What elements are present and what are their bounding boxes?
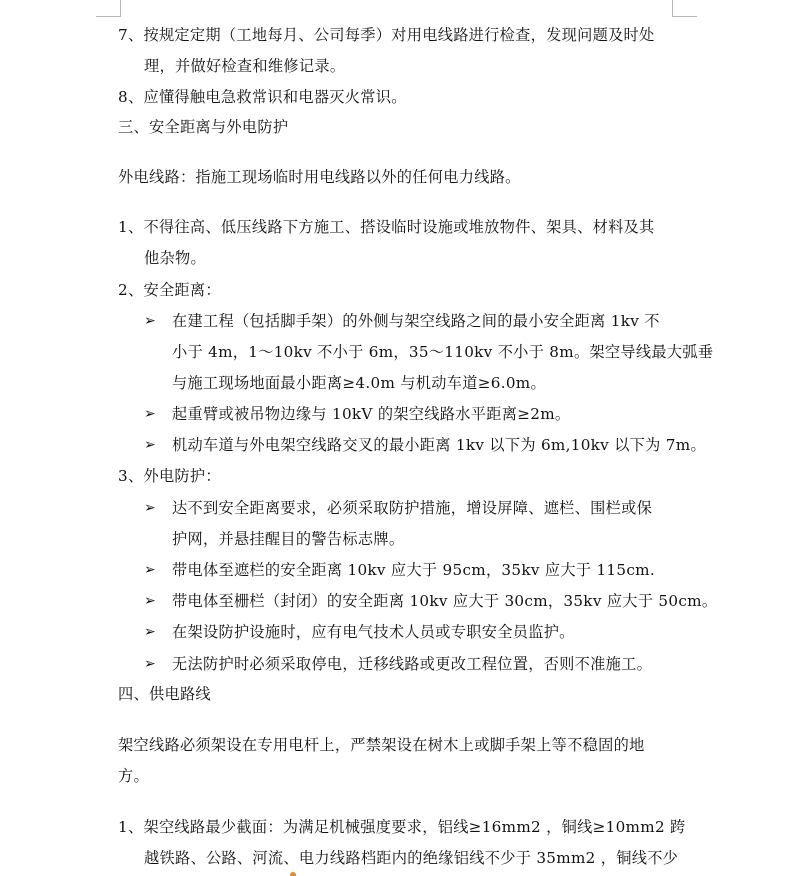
paragraph-line: 架空线路必须架设在专用电杆上，严禁架设在树木上或脚手架上等不稳固的地 (118, 736, 645, 754)
bullet-line: 在建工程（包括脚手架）的外侧与架空线路之间的最小安全距离 1kv 不 (172, 312, 660, 330)
bullet-line: 在架设防护设施时，应有电气技术人员或专职安全员监护。 (172, 623, 575, 641)
paragraph-line: 越铁路、公路、河流、电力线路档距内的绝缘铝线不少于 35mm2 ，铜线不少 (144, 849, 679, 867)
crop-mark-top-left (96, 0, 121, 17)
section-heading: 四、供电路线 (118, 685, 211, 703)
bullet-arrow-icon: ➢ (144, 562, 156, 578)
bullet-line: 带电体至栅栏（封闭）的安全距离 10kv 应大于 30cm，35kv 应大于 50cm。 (172, 592, 718, 610)
bullet-arrow-icon: ➢ (144, 624, 156, 640)
bullet-line: 小于 4m，1～10kv 不小于 6m，35～110kv 不小于 8m。架空导线最大弧垂 (172, 343, 714, 361)
cursor-marker (290, 872, 296, 876)
paragraph-line: 1、不得往高、低压线路下方施工、搭设临时设施或堆放物件、架具、材料及其 (118, 218, 655, 236)
bullet-line: 起重臂或被吊物边缘与 10kV 的架空线路水平距离≥2m。 (172, 405, 571, 423)
bullet-arrow-icon: ➢ (144, 313, 156, 329)
bullet-arrow-icon: ➢ (144, 437, 156, 453)
bullet-line: 护网，并悬挂醒目的警告标志牌。 (172, 530, 405, 548)
crop-mark-top-right (672, 0, 697, 17)
paragraph-line: 7、按规定定期（工地每月、公司每季）对用电线路进行检查，发现问题及时处 (118, 26, 655, 44)
bullet-line: 与施工现场地面最小距离≥4.0m 与机动车道≥6.0m。 (172, 374, 546, 392)
paragraph-line: 1、架空线路最少截面：为满足机械强度要求，铝线≥16mm2 ，铜线≥10mm2 跨 (118, 818, 686, 836)
paragraph-line: 方。 (118, 767, 149, 785)
paragraph-line: 8、应懂得触电急救常识和电器灭火常识。 (118, 88, 407, 106)
paragraph-line: 2、安全距离： (118, 281, 221, 299)
bullet-arrow-icon: ➢ (144, 406, 156, 422)
paragraph-line: 外电线路：指施工现场临时用电线路以外的任何电力线路。 (118, 168, 521, 186)
paragraph-line: 理，并做好检查和维修记录。 (144, 57, 346, 75)
bullet-line: 带电体至遮栏的安全距离 10kv 应大于 95cm，35kv 应大于 115cm. (172, 561, 655, 579)
section-heading: 三、安全距离与外电防护 (118, 118, 289, 136)
bullet-arrow-icon: ➢ (144, 500, 156, 516)
bullet-line: 达不到安全距离要求，必须采取防护措施，增设屏障、遮栏、围栏或保 (172, 499, 653, 517)
bullet-line: 机动车道与外电架空线路交叉的最小距离 1kv 以下为 6m,10kv 以下为 7m。 (172, 436, 706, 454)
bullet-line: 无法防护时必须采取停电，迁移线路或更改工程位置，否则不准施工。 (172, 655, 653, 673)
paragraph-line: 他杂物。 (144, 249, 206, 267)
paragraph-line: 3、外电防护： (118, 467, 221, 485)
bullet-arrow-icon: ➢ (144, 656, 156, 672)
bullet-arrow-icon: ➢ (144, 593, 156, 609)
